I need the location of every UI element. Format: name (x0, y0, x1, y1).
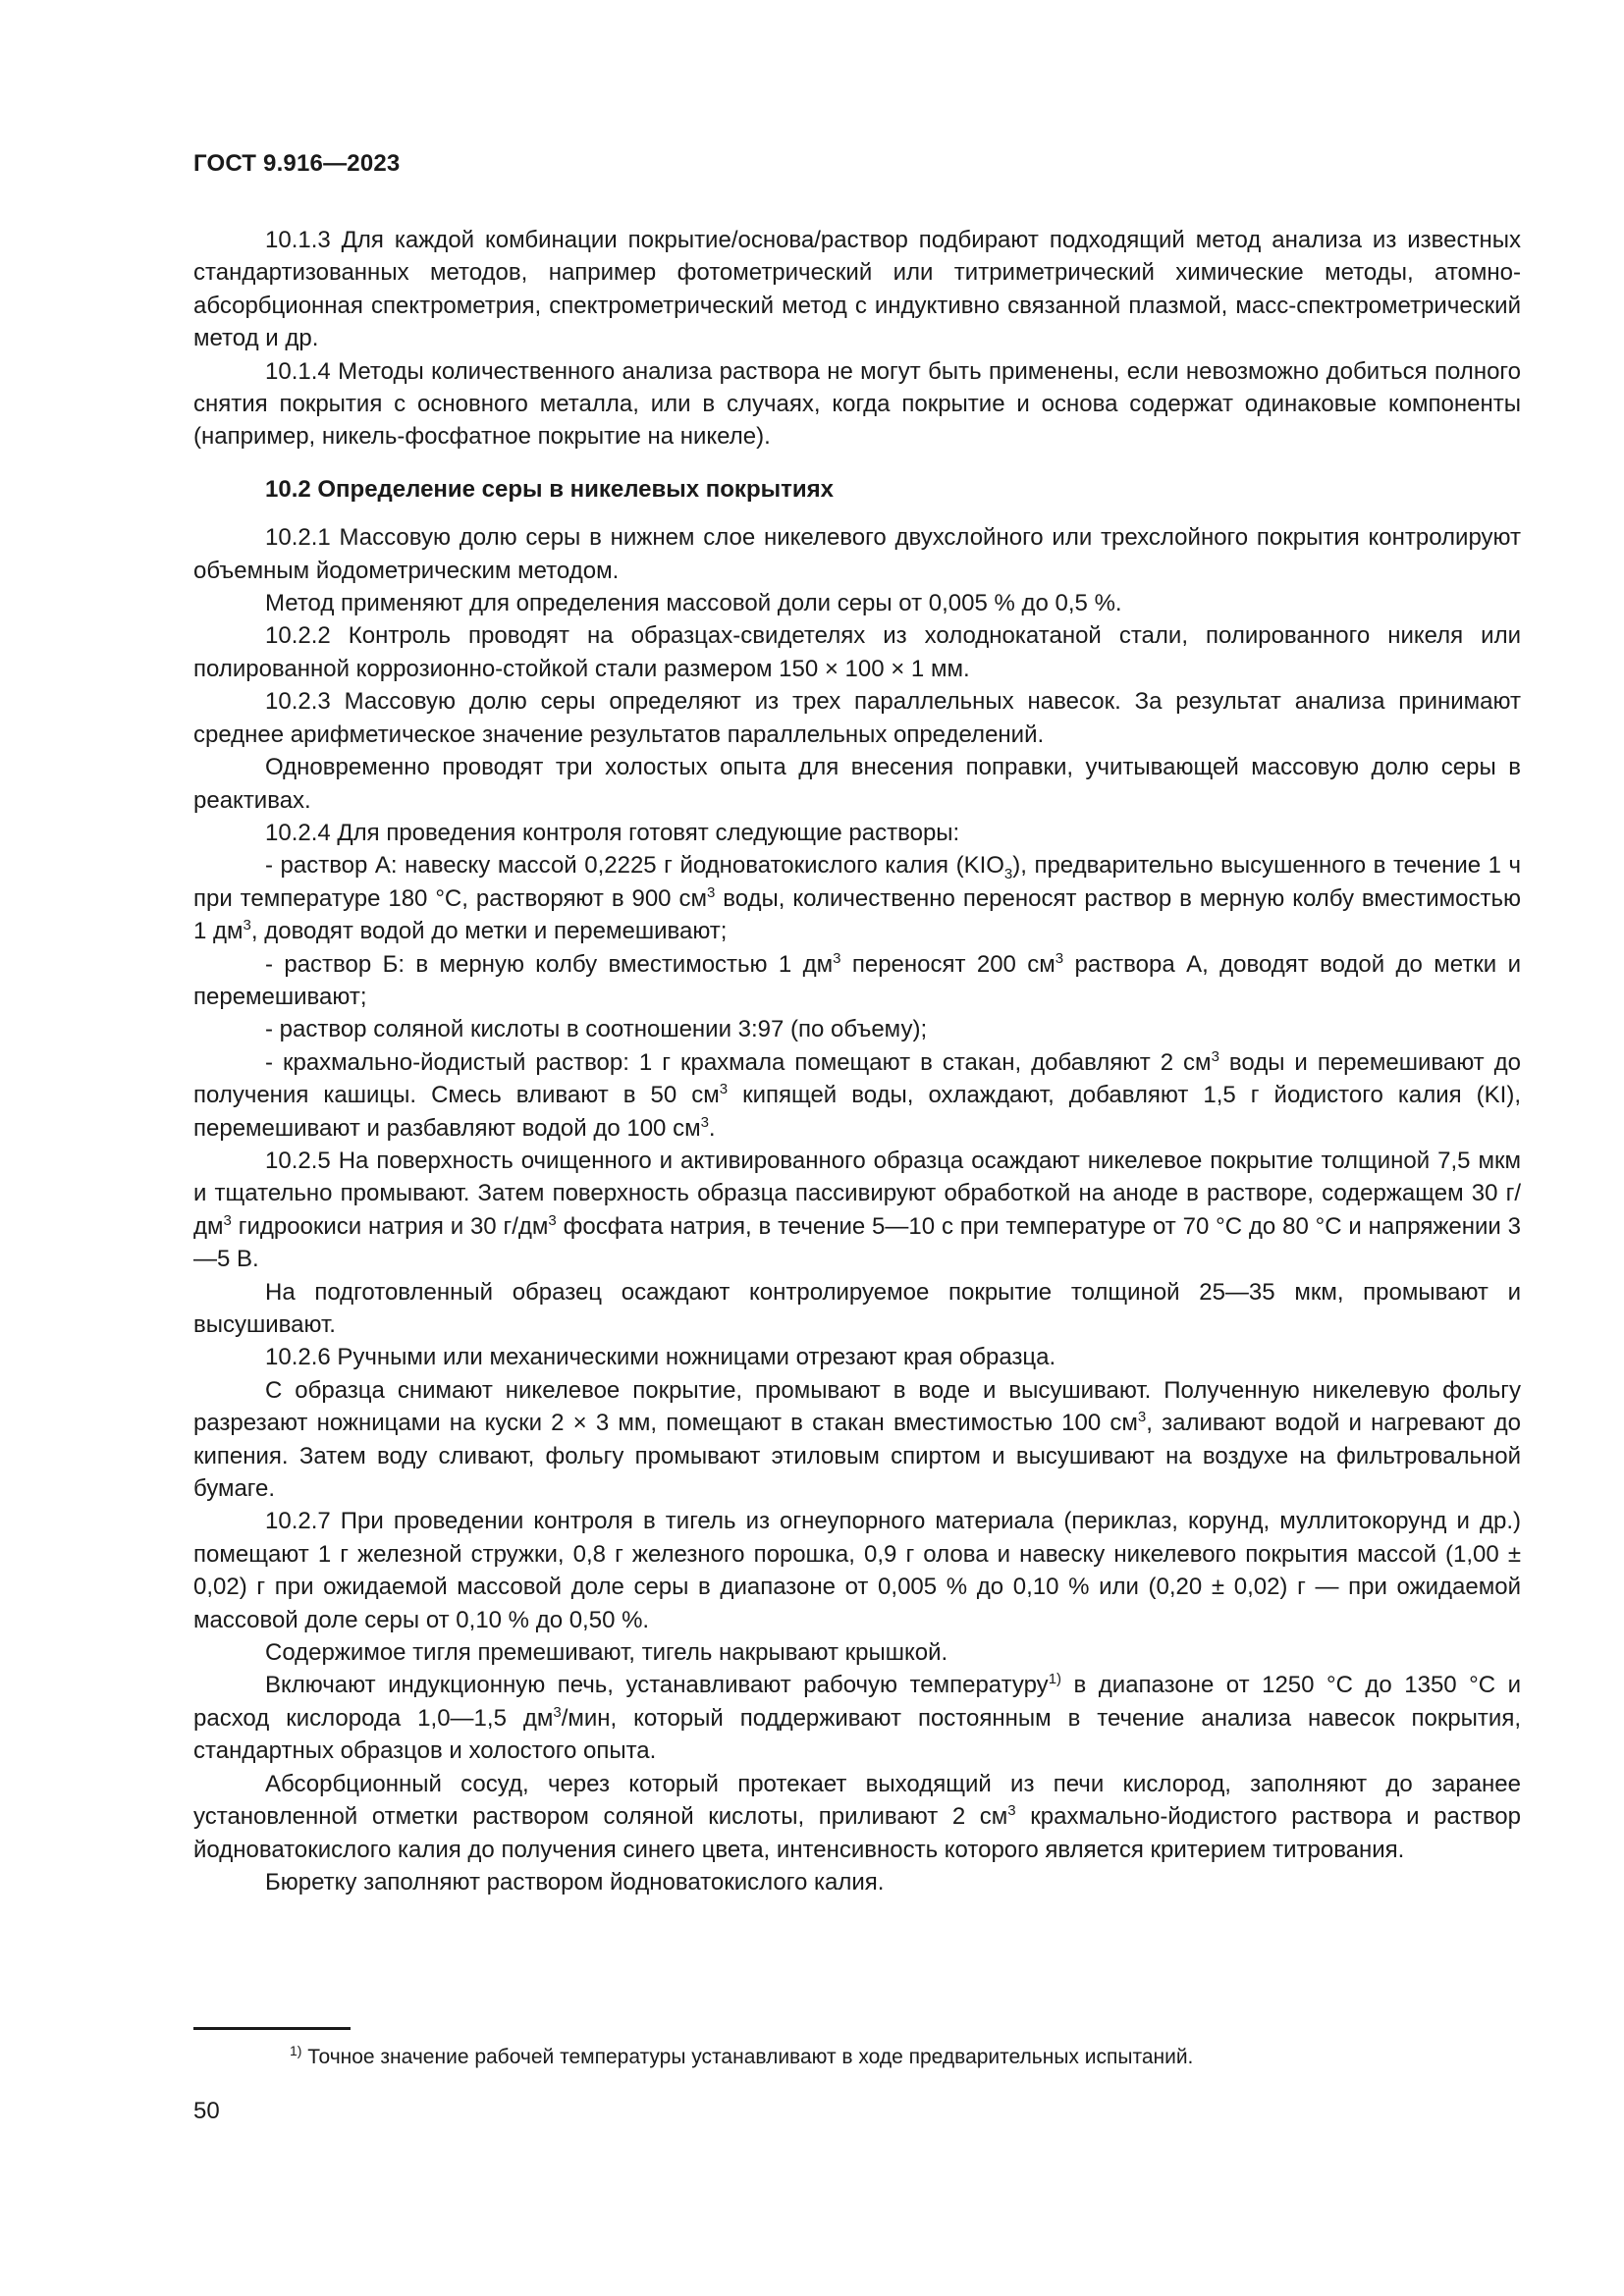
document-body (193, 224, 1521, 1898)
footnote-reference: 1) (1048, 1671, 1062, 1688)
document-header: ГОСТ 9.916—2023 (193, 150, 401, 177)
list-item-solution-b: - раствор Б: в мерную колбу вместимостью 1 $дм^3$ переносят 200 $см^3$ раствора А, доводят водой до метки и перемешивают; (193, 949, 1521, 1010)
footnote (290, 2044, 1193, 2071)
paragraph-induction-furnace: Включают индукционную печь, устанавливают рабочую температуру$^{1)}$ в диапазоне от 1250 °С до 1350 °С и расход кислорода 1,0—1,5 $дм^3$/мин, который поддерживают постоянным в течение анализа навесок покрытия, стандартных образцов и холостого опыта. (193, 1671, 1521, 1765)
paragraph-10-1-3: 10.1.3 Для каждой комбинации покрытие/основа/раствор подбирают подходящий метод анализа из известных стандартизованных методов, например фотометрический или титриметрический химические методы, атомно-абсорбционная спектрометрия, спектрометрический метод с индуктивно связанной плазмой, масс-спектрометрический метод и др. (193, 227, 1521, 352)
paragraph-method-range: Метод применяют для определения массовой доли серы от 0,005 % до 0,5 %. (265, 590, 1122, 617)
paragraph-coating-deposit: На подготовленный образец осаждают контролируемое покрытие толщиной 25—35 мкм, промывают и высушивают. (193, 1278, 1521, 1338)
list-item-starch-iodide: - крахмально-йодистый раствор: 1 г крахмала помещают в стакан, добавляют 2 $см^3$ воды и перемешивают до получения кашицы. Смесь вливают в 50 $см^3$ кипящей воды, охлаждают, добавляют 1,5 г йодистого калия (KI), перемешивают и разбавляют водой до 100 $см^3$. (193, 1047, 1521, 1142)
paragraph-10-2-1: 10.2.1 Массовую долю серы в нижнем слое никелевого двухслойного или трехслойного покрытия контролируют объемным йодометрическим методом. (193, 524, 1521, 584)
page-number: 50 (193, 2098, 220, 2124)
paragraph-burette: Бюретку заполняют раствором йодноватокислого калия. (265, 1868, 885, 1896)
section-heading-10-2: 10.2 Определение серы в никелевых покрытиях (265, 475, 834, 503)
paragraph-absorption-vessel: Абсорбционный сосуд, через который протекает выходящий из печи кислород, заполняют до заранее установленной отметки раствором соляной кислоты, приливают 2 $см^3$ крахмально-йодистого раствора и раствор йодноватокислого калия до получения синего цвета, интенсивность которого является критерием титрования. (193, 1770, 1522, 1863)
paragraph-crucible-mix: Содержимое тигля премешивают, тигель накрывают крышкой. (265, 1639, 948, 1667)
list-item-solution-a: - раствор А: навеску массой 0,2225 г йодноватокислого калия $(KIO_3)$, предварительно высушенного в течение 1 ч при температуре 180 °С, растворяют в 900 $см^3$ воды, количественно переносят раствор в мерную колбу вместимостью 1 $дм^3$, доводят водой до метки и перемешивают; (193, 852, 1522, 945)
paragraph-10-2-4: 10.2.4 Для проведения контроля готовят следующие растворы: (265, 819, 960, 846)
footnote-divider (193, 2027, 351, 2030)
paragraph-10-2-7: 10.2.7 При проведении контроля в тигель из огнеупорного материала (периклаз, корунд, муллитокорунд и др.) помещают 1 г железной стружки, 0,8 г железного порошка, 0,9 г олова и навеску никелевого покрытия массой (1,00 ± 0,02) г при ожидаемой массовой доле серы в диапазоне от 0,005 % до 0,10 % или (0,20 ± 0,02) г — при ожидаемой массовой доле серы от 0,10 % до 0,50 %. (193, 1508, 1521, 1633)
paragraph-foil-prep: С образца снимают никелевое покрытие, промывают в воде и высушивают. Полученную никелевую фольгу разрезают ножницами на куски 2 × 3 мм, помещают в стакан вместимостью 100 $см^3$, заливают водой и нагревают до кипения. Затем воду сливают, фольгу промывают этиловым спиртом и высушивают на воздухе на фильтровальной бумаге. (193, 1376, 1521, 1503)
paragraph-blank-tests: Одновременно проводят три холостых опыта для внесения поправки, учитывающей массовую долю серы в реактивах. (193, 754, 1521, 814)
list-item-hydrochloric-acid: - раствор соляной кислоты в соотношении 3:97 (по объему); (265, 1016, 928, 1043)
paragraph-10-2-2: 10.2.2 Контроль проводят на образцах-свидетелях из холоднокатаной стали, полированного никеля или полированной коррозионно-стойкой стали размером 150 × 100 × 1 мм. (193, 622, 1521, 682)
paragraph-10-1-4: 10.1.4 Методы количественного анализа раствора не могут быть применены, если невозможно добиться полного снятия покрытия с основного металла, или в случаях, когда покрытие и основа содержат одинаковые компоненты (например, никель-фосфатное покрытие на никеле). (193, 357, 1521, 451)
footnote-marker: 1) (290, 2043, 302, 2058)
paragraph-10-2-3: 10.2.3 Массовую долю серы определяют из трех параллельных навесок. За результат анализа принимают среднее арифметическое значение результатов параллельных определений. (193, 688, 1521, 748)
footnote-text: Точное значение рабочей температуры устанавливают в ходе предварительных испытаний. (301, 2046, 1194, 2068)
paragraph-10-2-6: 10.2.6 Ручными или механическими ножницами отрезают края образца. (265, 1344, 1056, 1371)
paragraph-10-2-5: 10.2.5 На поверхность очищенного и активированного образца осаждают никелевое покрытие толщиной 7,5 мкм и тщательно промывают. Затем поверхность образца пассивируют обработкой на аноде в растворе, содержащем 30 $г/дм^3$ гидроокиси натрия и 30 $г/дм^3$ фосфата натрия, в течение 5—10 с при температуре от 70 °С до 80 °С и напряжении 3—5 В. (193, 1147, 1521, 1273)
